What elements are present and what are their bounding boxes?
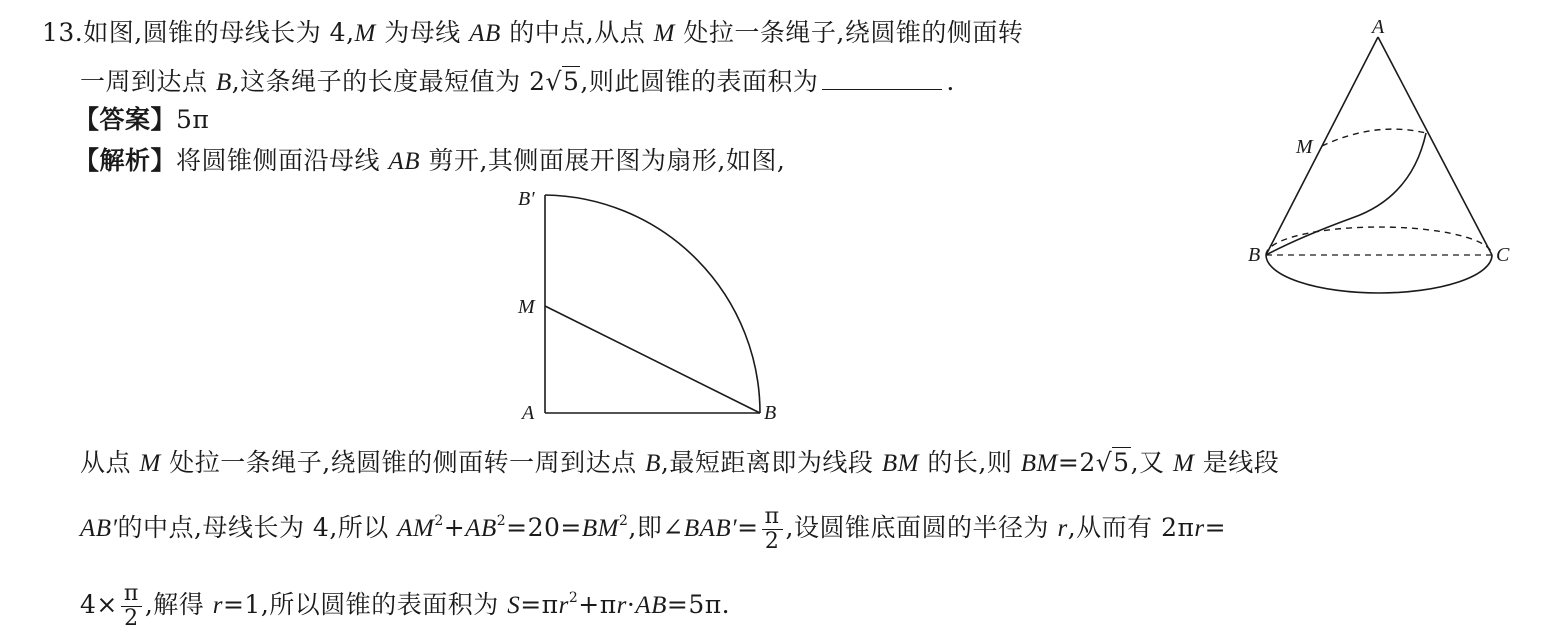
rope-visible	[1266, 133, 1426, 255]
analysis-line-1: 【解析】将圆锥侧面沿母线 AB 剪开,其侧面展开图为扇形,如图,	[74, 146, 786, 175]
question-number: 13.	[42, 18, 84, 47]
question-line-1: 13.如图,圆锥的母线长为 4,M 为母线 AB 的中点,从点 M 处拉一条绳子,绕圆锥的侧面转	[42, 18, 1024, 47]
answer-blank	[822, 67, 942, 90]
cone-side-ac	[1378, 37, 1492, 255]
label-b-prime: B′	[518, 188, 535, 210]
answer-value: 5π	[176, 105, 210, 134]
label-b: B	[764, 402, 777, 424]
sqrt-sign: √	[545, 67, 562, 96]
sector-figure	[510, 185, 790, 425]
paragraph-line-2: AB′的中点,母线长为 4,所以 $AM^2+AB^2=20=BM^2$,即∠BAB′= $\frac{\pi}{2}$ ,设圆锥底面圆的半径为 r,从而有 2πr=	[80, 504, 1227, 554]
paragraph-line-1: 从点 M 处拉一条绳子,绕圆锥的侧面转一周到达点 B,最短距离即为线段 BM 的长,则 BM=2√5,又 M 是线段	[80, 448, 1280, 477]
label-a: A	[522, 402, 535, 424]
label-b: B	[1248, 244, 1261, 266]
sqrt-sign: √	[1095, 448, 1113, 477]
cone-figure	[1240, 15, 1525, 300]
segment-bm	[545, 306, 760, 413]
answer-line	[74, 105, 209, 135]
question-line-2: 一周到达点 B,这条绳子的长度最短值为 2√5,则此圆锥的表面积为 .	[80, 67, 955, 96]
label-a: A	[1372, 16, 1385, 38]
rope-hidden	[1322, 129, 1426, 146]
paragraph-line-3: 4× $\frac{\pi}{2}$ ,解得 r=1,所以圆锥的表面积为 $S=\pi r^2+\pi r\cdot AB=5\pi$.	[80, 581, 731, 631]
fraction-pi-over-2: $\frac{\pi}{2}$	[121, 582, 142, 631]
base-front-arc	[1266, 255, 1492, 293]
base-back-arc	[1266, 227, 1492, 255]
label-m: M	[518, 296, 535, 318]
answer-label: 【答案】	[74, 105, 177, 134]
sector-arc	[545, 195, 760, 413]
analysis-label: 【解析】	[74, 146, 177, 175]
label-m: M	[1296, 136, 1313, 158]
fraction-pi-over-2: $\frac{\pi}{2}$	[762, 505, 783, 554]
label-c: C	[1496, 244, 1510, 266]
